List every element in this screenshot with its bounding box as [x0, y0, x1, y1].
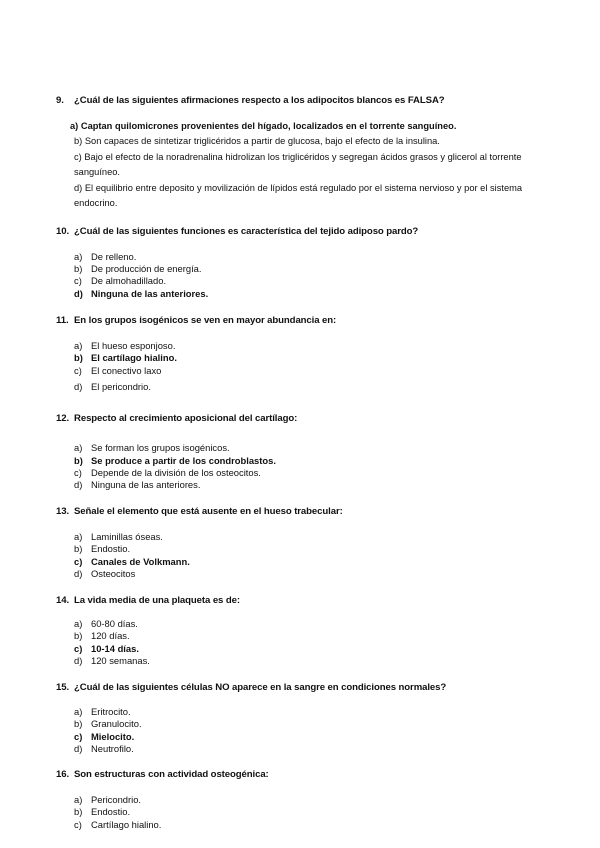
question-number: 12.: [56, 413, 70, 424]
option-letter: b): [74, 806, 83, 817]
option-letter: a): [74, 340, 83, 351]
option-text: El hueso esponjoso.: [91, 340, 176, 351]
question-text: ¿Cuál de las siguientes afirmaciones respecto a los adipocitos blancos es FALSA?: [74, 95, 445, 106]
question-11-heading: [56, 315, 336, 326]
option-letter: b): [74, 718, 83, 729]
option-letter: d): [74, 568, 83, 579]
option-letter: b): [74, 263, 83, 274]
question-text: ¿Cuál de las siguientes células NO aparece en la sangre en condiciones normales?: [74, 682, 447, 693]
option-letter: c): [74, 819, 82, 830]
option-letter: a): [74, 794, 83, 805]
option-text: Depende de la división de los osteocitos.: [91, 467, 261, 478]
option-a: [74, 442, 230, 453]
question-14-heading: [56, 595, 240, 606]
option-d: [74, 655, 150, 666]
option-text: Canales de Volkmann.: [91, 556, 190, 567]
option-text: De relleno.: [91, 251, 137, 262]
question-number: 14.: [56, 595, 70, 606]
option-text: El conectivo laxo: [91, 365, 162, 376]
option-text: Neutrofilo.: [91, 743, 134, 754]
option-letter: b): [74, 455, 83, 466]
option-c: [74, 819, 161, 830]
question-9-options-rest: [74, 134, 544, 212]
question-10-heading: [56, 226, 418, 237]
option-letter: d): [74, 655, 83, 666]
question-15-heading: [56, 682, 446, 693]
option-letter: c): [74, 731, 83, 742]
option-c: c) Bajo el efecto de la noradrenalina hidrolizan los triglicéridos y segregan ácidos grasos y glicerol al torrente sanguíneo.: [74, 151, 522, 177]
option-d: [74, 479, 200, 490]
option-text: El cartílago hialino.: [91, 352, 177, 363]
option-text: Endostio.: [91, 806, 131, 817]
option-letter: a): [74, 531, 83, 542]
question-number: 10.: [56, 226, 70, 237]
option-letter: a): [74, 251, 83, 262]
option-text: Pericondrio.: [91, 794, 142, 805]
option-a: [74, 340, 175, 351]
question-number: 15.: [56, 682, 70, 693]
option-text: 120 días.: [91, 630, 130, 641]
option-text: Ninguna de las anteriores.: [91, 479, 201, 490]
option-letter: a): [74, 442, 83, 453]
option-b: [74, 630, 130, 641]
option-letter: b): [74, 352, 83, 363]
option-a: a) Captan quilomicrones provenientes del hígado, localizados en el torrente sanguíneo.: [70, 121, 457, 131]
question-13-heading: [56, 506, 343, 517]
option-c: [74, 643, 139, 654]
option-text: Eritrocito.: [91, 706, 131, 717]
option-d: d) El equilibrio entre deposito y movilización de lípidos está regulado por el sistema nervioso y por el sistema endocrino.: [74, 182, 523, 208]
option-b: [74, 263, 202, 274]
option-letter: d): [74, 743, 83, 754]
option-d: [74, 381, 151, 392]
question-text: ¿Cuál de las siguientes funciones es característica del tejido adiposo pardo?: [74, 226, 419, 237]
option-text: Se produce a partir de los condroblastos.: [91, 455, 276, 466]
question-16-heading: [56, 769, 269, 780]
option-a: [74, 706, 131, 717]
option-text: Endostio.: [91, 543, 131, 554]
option-letter: b): [74, 630, 83, 641]
option-letter: c): [74, 556, 83, 567]
option-text: Laminillas óseas.: [91, 531, 163, 542]
question-12-heading: [56, 413, 297, 424]
option-text: Granulocito.: [91, 718, 142, 729]
option-letter: d): [74, 288, 83, 299]
question-text: Son estructuras con actividad osteogénica:: [74, 769, 269, 780]
option-d: [74, 568, 135, 579]
option-b: [74, 352, 177, 363]
option-a: [74, 618, 138, 629]
option-letter: c): [74, 467, 82, 478]
option-b: b) Son capaces de sintetizar triglicéridos a partir de glucosa, bajo el efecto de la insulina.: [74, 136, 440, 146]
option-b: [74, 455, 276, 466]
question-9-heading: [56, 95, 445, 106]
option-c: [74, 365, 161, 376]
option-letter: c): [74, 365, 82, 376]
question-number: 16.: [56, 769, 70, 780]
question-text: Respecto al crecimiento aposicional del cartílago:: [74, 413, 298, 424]
option-letter: c): [74, 275, 82, 286]
option-text: Se forman los grupos isogénicos.: [91, 442, 230, 453]
option-letter: a): [74, 706, 83, 717]
option-b: [74, 543, 130, 554]
option-letter: d): [74, 479, 83, 490]
option-text: 120 semanas.: [91, 655, 150, 666]
option-a: [74, 251, 136, 262]
option-d: [74, 288, 208, 299]
option-text: De almohadillado.: [91, 275, 167, 286]
option-letter: b): [74, 543, 83, 554]
question-text: Señale el elemento que está ausente en el hueso trabecular:: [74, 506, 343, 517]
option-a: [74, 531, 163, 542]
question-9-options: [70, 119, 540, 135]
option-b: [74, 718, 142, 729]
question-number: 11.: [56, 315, 69, 326]
question-number: 9.: [56, 95, 64, 106]
option-text: De producción de energía.: [91, 263, 202, 274]
option-letter: c): [74, 643, 83, 654]
option-text: Cartílago hialino.: [91, 819, 162, 830]
option-c: [74, 275, 166, 286]
option-text: Mielocito.: [91, 731, 135, 742]
option-b: [74, 806, 130, 817]
option-letter: a): [74, 618, 83, 629]
option-letter: d): [74, 381, 83, 392]
option-a: [74, 794, 141, 805]
option-text: 60-80 días.: [91, 618, 138, 629]
option-d: [74, 743, 134, 754]
question-number: 13.: [56, 506, 70, 517]
option-c: [74, 467, 261, 478]
option-text: Osteocitos: [91, 568, 136, 579]
option-c: [74, 556, 190, 567]
option-text: 10-14 días.: [91, 643, 139, 654]
option-text: El pericondrio.: [91, 381, 151, 392]
option-c: [74, 731, 134, 742]
question-text: En los grupos isogénicos se ven en mayor abundancia en:: [74, 315, 337, 326]
option-text: Ninguna de las anteriores.: [91, 288, 209, 299]
question-text: La vida media de una plaqueta es de:: [74, 595, 240, 606]
